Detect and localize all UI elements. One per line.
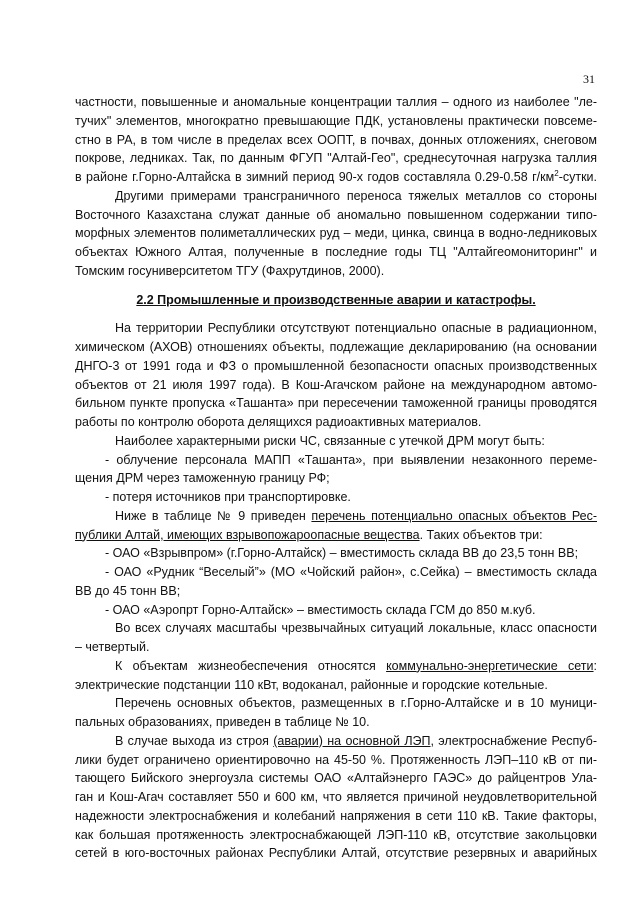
- text-line: работы по контролю оборота делящихся радиоактивных материалов.: [75, 415, 482, 429]
- text-line: ДНГО-3 от 1991 года и ФЗ о промышленной безопасности опасных производственных: [75, 358, 597, 373]
- text-fragment: :: [593, 658, 597, 673]
- text-line: [75, 168, 597, 187]
- text-line: покрове, ледниках. Так, по данным ФГУП "Алтай-Гео", среднесуточная нагрузка таллия: [75, 151, 597, 166]
- text-line: Перечень основных объектов, размещенных в г.Горно-Алтайске и в 10 муници-: [115, 696, 597, 711]
- text-line: объектов от 21 июля 1997 года). В Кош-Агачском районе на международном автомо-: [75, 377, 597, 392]
- text-line: - потеря источников при транспортировке.: [105, 490, 351, 504]
- text-fragment: К объектам жизнеобеспечения относятся: [115, 658, 387, 673]
- text-line: Восточного Казахстана служат данные об аномально повышенном содержании типо-: [75, 207, 597, 222]
- page-number: 31: [583, 72, 595, 86]
- text-line: морфных элементов полиметаллических руд – меди, цинка, свинца в водно-ледниковых: [75, 226, 597, 241]
- text-fragment: В случае выхода из строя: [115, 733, 274, 748]
- text-line: бильном пункте пропуска «Ташанта» при пересечении таможенной границы проводятся: [75, 396, 597, 411]
- text-line: частности, повышенные и аномальные концентрации таллия – одного из наиболее "ле-: [75, 95, 597, 109]
- superscript: 2: [554, 168, 559, 178]
- underlined-text: публики Алтай, имеющих взрывопожароопасные вещества: [75, 527, 420, 542]
- list-item: - ОАО «Рудник “Веселый”» (МО «Чойский район», с.Сейка) – вместимость склада: [105, 565, 597, 579]
- text-line: - облучение персонала МАПП «Ташанта», при выявлении незаконного переме-: [105, 452, 597, 467]
- text-line: [75, 526, 597, 545]
- text-line: щения ДРМ через таможенную границу РФ;: [75, 471, 330, 486]
- text-line: – четвертый.: [75, 640, 150, 654]
- text-fragment: . Таких объектов три:: [419, 527, 543, 542]
- text-line: химическом (АХОВ) отношениях объекты, подлежащие декларированию (на основании: [75, 340, 597, 354]
- text-line: тучих" элементов, многократно превышающие ПДК, установлены практически повсеме-: [75, 113, 597, 128]
- text-fragment: , электроснабжение Респуб-: [430, 733, 597, 748]
- underlined-text: коммунально-энергетические сети: [386, 658, 594, 673]
- text-line: Во всех случаях масштабы чрезвычайных ситуаций локальные, класс опасности: [115, 621, 597, 636]
- underlined-text: (аварии) на основной ЛЭП: [273, 733, 431, 748]
- text-line: электрические подстанции 110 кВт, водоканал, районные и городские котельные.: [75, 677, 548, 692]
- text-fragment: в районе г.Горно-Алтайска в зимний период 90-х годов составляла 0.29-0.58 г/км: [75, 170, 555, 184]
- text-fragment: Ниже в таблице № 9 приведен: [115, 508, 312, 523]
- heading-text: 2.2 Промышленные и производственные аварии и катастрофы.: [136, 292, 536, 307]
- text-line: объектах Южного Алтая, полученные в последние годы ТЦ "Алтайгеомониторинг" и: [75, 245, 597, 259]
- text-line: стно в РА, в том числе в пределах всех ООПТ, в почвах, донных отложениях, снеговом: [75, 132, 597, 147]
- text-line: Другими примерами трансграничного переноса тяжелых металлов со стороны: [115, 188, 597, 203]
- text-line: ган и Кош-Агач составляет 550 и 600 км, что является причиной неудовлетворительной: [75, 790, 597, 804]
- text-line: [75, 732, 597, 751]
- text-line: [75, 657, 597, 676]
- text-line: лики будет ограничено ориентировочно на 45-50 %. Протяженность ЛЭП–110 кВ от пи-: [75, 752, 597, 767]
- text-line: На территории Республики отсутствуют потенциально опасные в радиационном,: [115, 321, 597, 336]
- text-line: тающего Бийского энергоузла системы ОАО «Алтайэнерго ГАЭС» до райцентров Ула-: [75, 771, 597, 786]
- list-item: ВВ до 45 тонн ВВ;: [75, 583, 181, 598]
- text-line: [75, 507, 597, 526]
- text-line: надежности электроснабжения и колебаний напряжения в сети 110 кВ. Такие факторы,: [75, 808, 597, 823]
- text-line: сетей в юго-восточных районах Республики Алтай, отсутствие резервных и аварийных: [75, 846, 597, 861]
- text-line: Томским госуниверситетом ТГУ (Фахрутдинов, 2000).: [75, 263, 385, 278]
- text-line: как большая протяженность электроснабжающей ЛЭП-110 кВ, отсутствие закольцовки: [75, 827, 597, 842]
- text-fragment: -сутки.: [558, 170, 597, 184]
- list-item: - ОАО «Взрывпром» (г.Горно-Алтайск) – вместимость склада ВВ до 23,5 тонн ВВ;: [105, 546, 579, 561]
- section-heading: [75, 291, 597, 310]
- text-line: Наиболее характерными риски ЧС, связанные с утечкой ДРМ могут быть:: [115, 433, 545, 448]
- text-line: пальных образованиях, приведен в таблице № 10.: [75, 715, 370, 729]
- body-text: [75, 93, 597, 863]
- list-item: - ОАО «Аэропрт Горно-Алтайск» – вместимость склада ГСМ до 850 м.куб.: [105, 602, 536, 617]
- underlined-text: перечень потенциально опасных объектов Рес-: [311, 508, 597, 523]
